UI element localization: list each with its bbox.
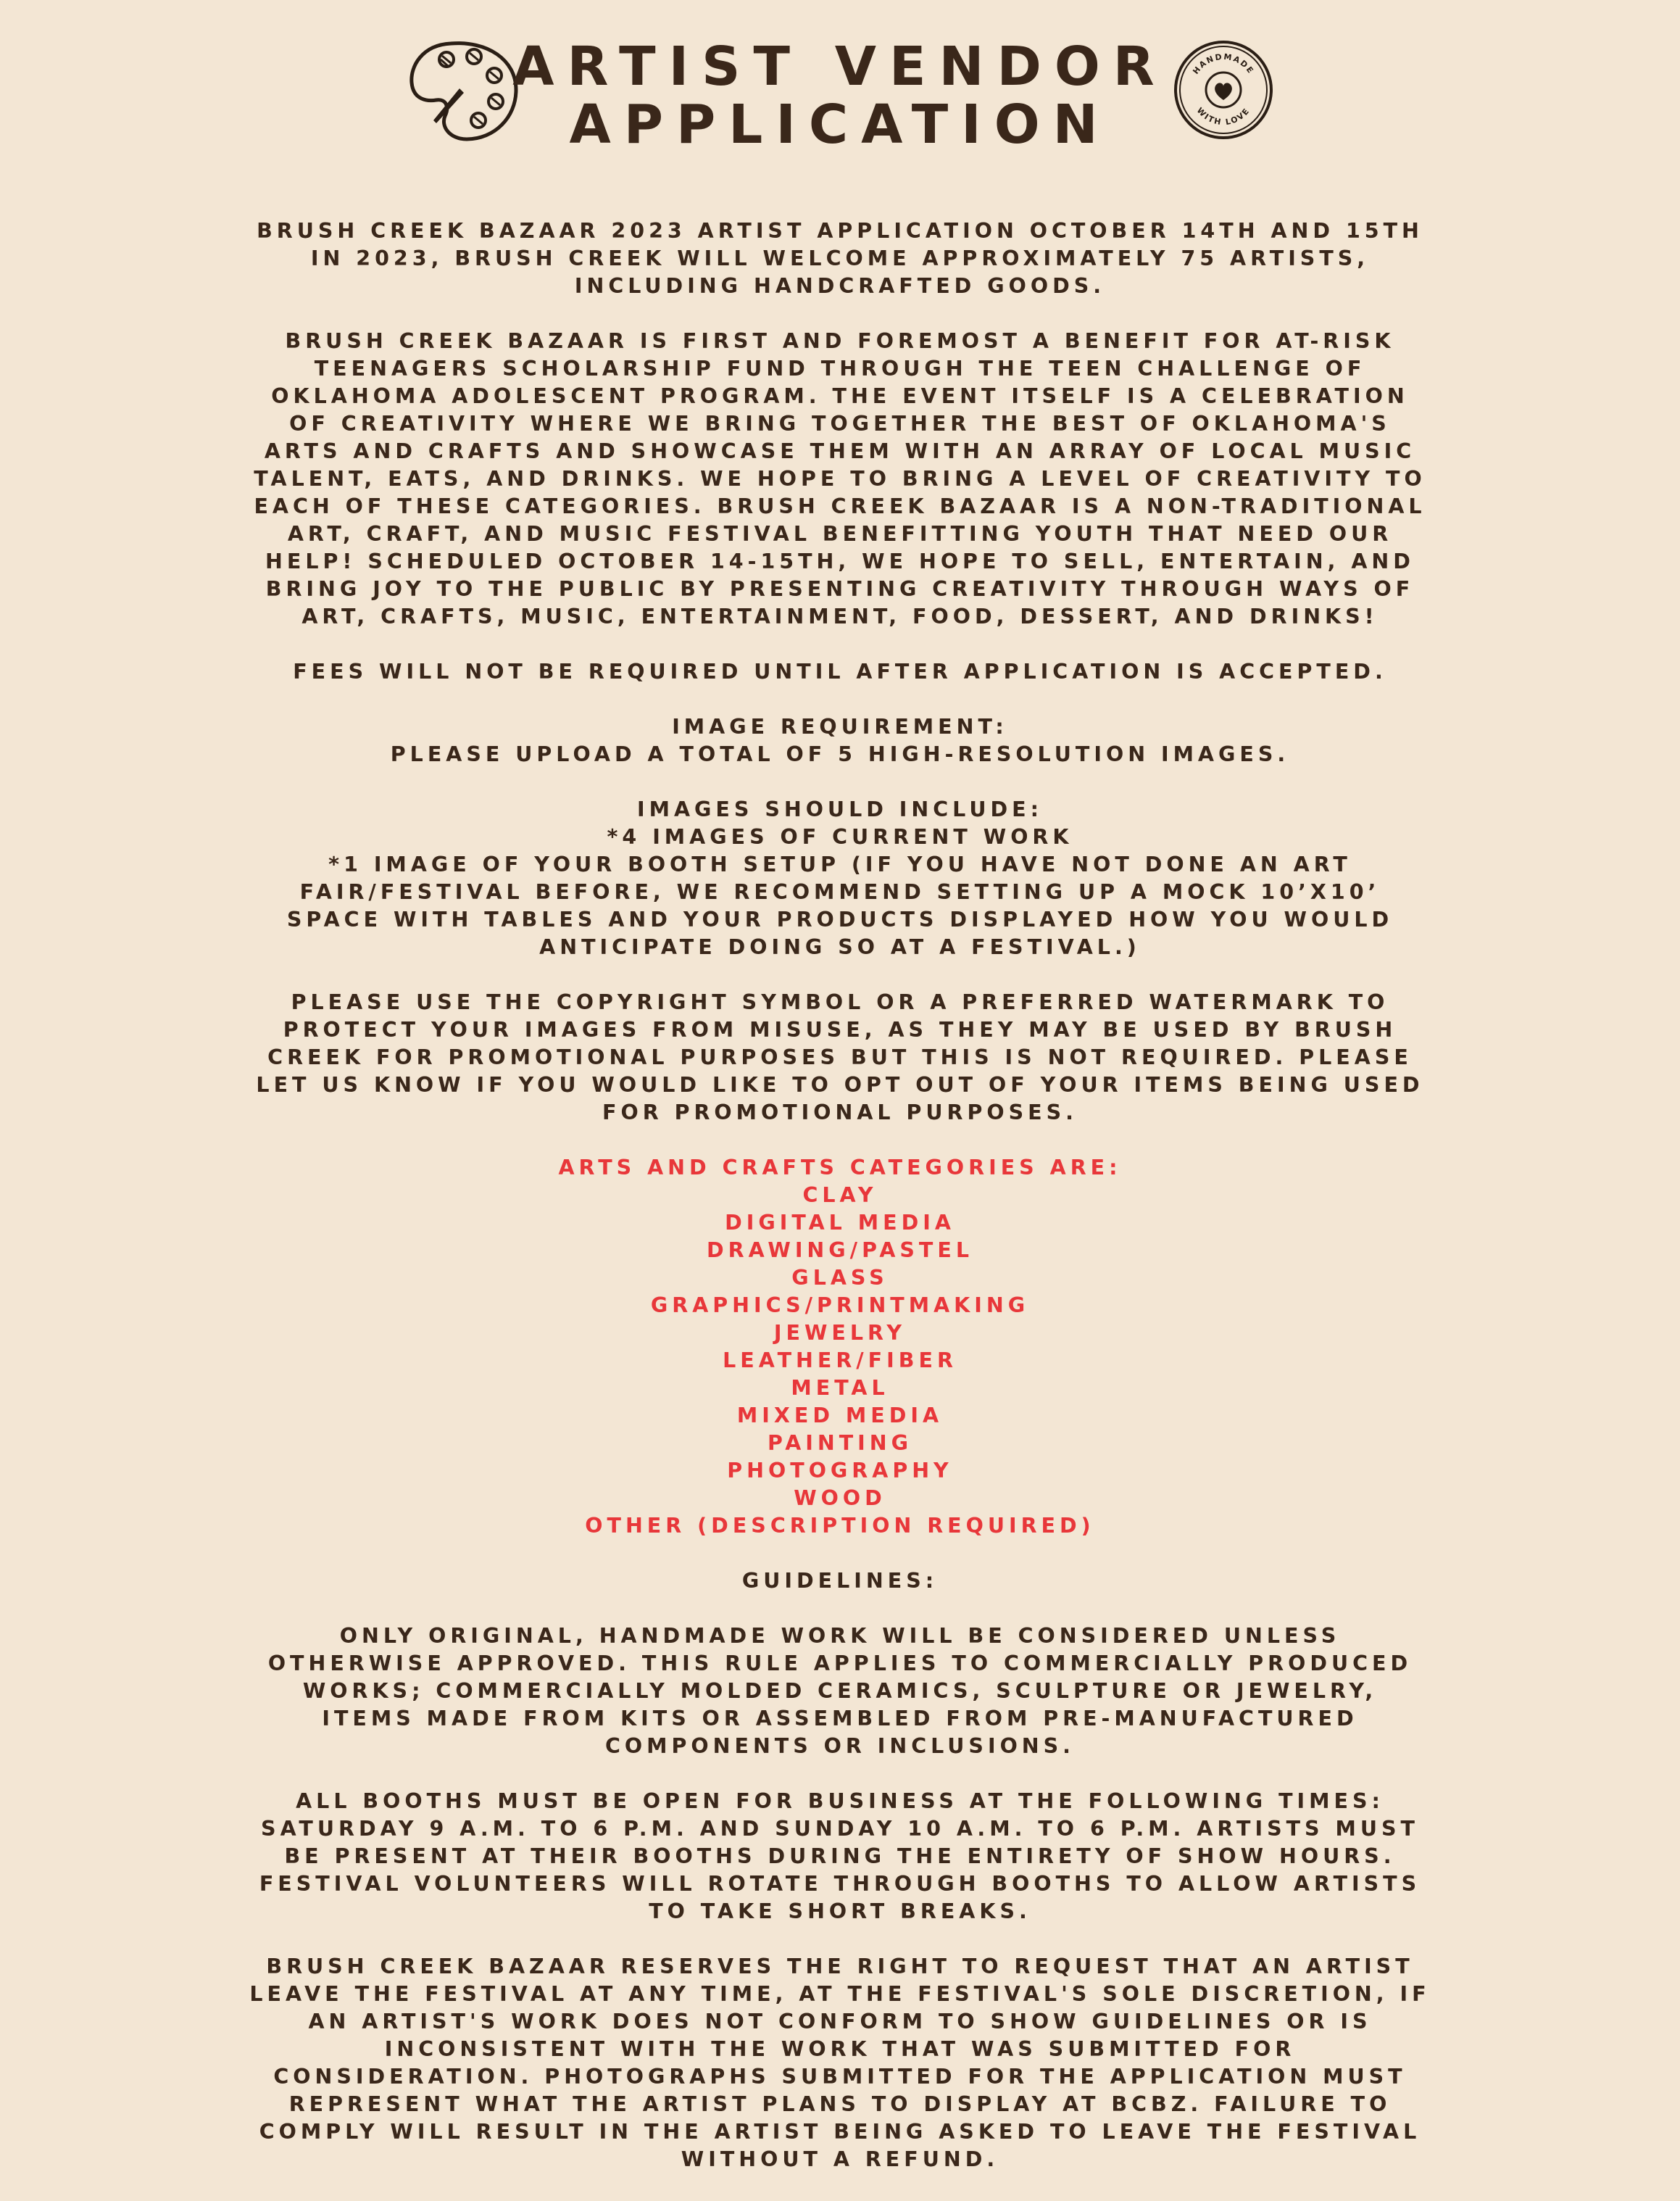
categories-heading: ARTS AND CRAFTS CATEGORIES ARE: <box>558 1156 1122 1180</box>
category-item: WOOD <box>794 1486 886 1510</box>
copyright-line: CREEK FOR PROMOTIONAL PURPOSES BUT THIS IS NOT REQUIRED. PLEASE <box>267 1045 1413 1069</box>
images-include-heading: IMAGES SHOULD INCLUDE: <box>636 797 1043 821</box>
about-line: OF CREATIVITY WHERE WE BRING TOGETHER THE BEST OF OKLAHOMA'S <box>289 412 1391 436</box>
images-include-line: ANTICIPATE DOING SO AT A FESTIVAL.) <box>539 935 1141 959</box>
copyright-line: LET US KNOW IF YOU WOULD LIKE TO OPT OUT OF YOUR ITEMS BEING USED <box>256 1073 1424 1097</box>
guideline-line: TO TAKE SHORT BREAKS. <box>649 1899 1031 1923</box>
about-line: TEENAGERS SCHOLARSHIP FUND THROUGH THE TEEN CHALLENGE OF <box>314 357 1366 381</box>
guideline-line: LEAVE THE FESTIVAL AT ANY TIME, AT THE FESTIVAL'S SOLE DISCRETION, IF <box>249 1982 1431 2006</box>
category-item: METAL <box>791 1376 889 1400</box>
guideline-line: COMPLY WILL RESULT IN THE ARTIST BEING ASKED TO LEAVE THE FESTIVAL <box>259 2120 1421 2144</box>
guidelines-heading: GUIDELINES: <box>741 1569 939 1593</box>
guideline-line: ONLY ORIGINAL, HANDMADE WORK WILL BE CONSIDERED UNLESS <box>339 1624 1341 1648</box>
about-line: ART, CRAFT, AND MUSIC FESTIVAL BENEFITTING YOUTH THAT NEED OUR <box>287 522 1393 546</box>
category-item: DRAWING/PASTEL <box>707 1238 973 1262</box>
copyright-line: PROTECT YOUR IMAGES FROM MISUSE, AS THEY MAY BE USED BY BRUSH <box>283 1018 1397 1042</box>
about-line: TALENT, EATS, AND DRINKS. WE HOPE TO BRING A LEVEL OF CREATIVITY TO <box>254 467 1426 491</box>
title-line-1: ARTIST VENDOR <box>512 36 1168 98</box>
about-line: ARTS AND CRAFTS AND SHOWCASE THEM WITH AN ARRAY OF LOCAL MUSIC <box>264 439 1416 463</box>
about-line: EACH OF THESE CATEGORIES. BRUSH CREEK BAZAAR IS A NON-TRADITIONAL <box>254 494 1426 518</box>
intro-line: IN 2023, BRUSH CREEK WILL WELCOME APPROXIMATELY 75 ARTISTS, <box>310 246 1370 270</box>
guideline-line: COMPONENTS OR INCLUSIONS. <box>605 1734 1075 1758</box>
about-paragraph <box>246 328 1434 631</box>
image-requirement-text: PLEASE UPLOAD A TOTAL OF 5 HIGH-RESOLUTION IMAGES. <box>390 742 1290 766</box>
badge-text-top: HANDMADE <box>1191 51 1256 76</box>
image-requirement-heading: IMAGE REQUIREMENT: <box>672 715 1008 739</box>
images-include-line: *4 IMAGES OF CURRENT WORK <box>607 825 1073 849</box>
about-line: ART, CRAFTS, MUSIC, ENTERTAINMENT, FOOD, DESSERT, AND DRINKS! <box>302 605 1378 629</box>
application-body <box>246 217 1434 2201</box>
about-line: HELP! SCHEDULED OCTOBER 14-15TH, WE HOPE TO SELL, ENTERTAIN, AND <box>265 550 1415 573</box>
category-item: PHOTOGRAPHY <box>727 1459 953 1483</box>
image-requirement-paragraph <box>246 713 1434 768</box>
page-title <box>493 38 1187 154</box>
about-line: BRUSH CREEK BAZAAR IS FIRST AND FOREMOST A BENEFIT FOR AT-RISK <box>285 329 1395 353</box>
guideline-line: WORKS; COMMERCIALLY MOLDED CERAMICS, SCULPTURE OR JEWELRY, <box>302 1679 1378 1703</box>
copyright-paragraph <box>246 989 1434 1127</box>
categories-list <box>246 1154 1434 1540</box>
about-line: BRING JOY TO THE PUBLIC BY PRESENTING CREATIVITY THROUGH WAYS OF <box>265 577 1415 601</box>
guideline-line: AN ARTIST'S WORK DOES NOT CONFORM TO SHOW GUIDELINES OR IS <box>308 2010 1372 2034</box>
header <box>0 38 1680 154</box>
intro-line: INCLUDING HANDCRAFTED GOODS. <box>574 274 1106 298</box>
guideline-line: BE PRESENT AT THEIR BOOTHS DURING THE ENTIRETY OF SHOW HOURS. <box>284 1844 1396 1868</box>
guideline-line: FESTIVAL VOLUNTEERS WILL ROTATE THROUGH BOOTHS TO ALLOW ARTISTS <box>259 1872 1421 1896</box>
booth-hours-paragraph <box>246 1788 1434 1926</box>
images-include-line: FAIR/FESTIVAL BEFORE, WE RECOMMEND SETTING UP A MOCK 10’X10’ <box>299 880 1381 904</box>
category-item: OTHER (DESCRIPTION REQUIRED) <box>585 1514 1095 1538</box>
title-line-2: APPLICATION <box>569 94 1111 156</box>
svg-text:WITH LOVE <box>1195 106 1252 127</box>
fees-text: FEES WILL NOT BE REQUIRED UNTIL AFTER APPLICATION IS ACCEPTED. <box>293 660 1387 684</box>
guideline-line: ITEMS MADE FROM KITS OR ASSEMBLED FROM PRE-MANUFACTURED <box>322 1707 1358 1730</box>
category-item: GRAPHICS/PRINTMAKING <box>650 1293 1030 1317</box>
about-line: OKLAHOMA ADOLESCENT PROGRAM. THE EVENT ITSELF IS A CELEBRATION <box>271 384 1409 408</box>
guideline-line: BRUSH CREEK BAZAAR RESERVES THE RIGHT TO REQUEST THAT AN ARTIST <box>266 1955 1414 1978</box>
guideline-line: WITHOUT A REFUND. <box>681 2147 999 2171</box>
original-work-paragraph <box>246 1622 1434 1760</box>
category-item: CLAY <box>802 1183 878 1207</box>
guideline-line: OTHERWISE APPROVED. THIS RULE APPLIES TO COMMERCIALLY PRODUCED <box>267 1651 1413 1675</box>
images-include-paragraph <box>246 796 1434 961</box>
guideline-line: SATURDAY 9 A.M. TO 6 P.M. AND SUNDAY 10 A.M. TO 6 P.M. ARTISTS MUST <box>261 1817 1419 1841</box>
images-include-line: *1 IMAGE OF YOUR BOOTH SETUP (IF YOU HAVE NOT DONE AN ART <box>328 853 1352 876</box>
category-item: PAINTING <box>767 1431 913 1455</box>
guideline-line: INCONSISTENT WITH THE WORK THAT WAS SUBMITTED FOR <box>384 2037 1296 2061</box>
copyright-line: PLEASE USE THE COPYRIGHT SYMBOL OR A PREFERRED WATERMARK TO <box>291 990 1389 1014</box>
badge-text-bottom: WITH LOVE <box>1194 105 1252 128</box>
guideline-line: CONSIDERATION. PHOTOGRAPHS SUBMITTED FOR THE APPLICATION MUST <box>273 2065 1407 2089</box>
reserves-right-paragraph <box>246 1953 1434 2173</box>
guideline-line: REPRESENT WHAT THE ARTIST PLANS TO DISPLAY AT BCBZ. FAILURE TO <box>288 2092 1392 2116</box>
guidelines-heading-paragraph <box>246 1567 1434 1595</box>
category-item: DIGITAL MEDIA <box>725 1211 955 1235</box>
category-item: MIXED MEDIA <box>736 1404 944 1427</box>
category-item: LEATHER/FIBER <box>723 1348 957 1372</box>
handmade-badge <box>1171 38 1276 142</box>
category-item: JEWELRY <box>773 1321 907 1345</box>
heart-icon <box>1215 83 1232 100</box>
images-include-line: SPACE WITH TABLES AND YOUR PRODUCTS DISPLAYED HOW YOU WOULD <box>286 908 1394 932</box>
copyright-line: FOR PROMOTIONAL PURPOSES. <box>602 1100 1078 1124</box>
category-item: GLASS <box>791 1266 889 1290</box>
fees-paragraph <box>246 658 1434 686</box>
intro-line: BRUSH CREEK BAZAAR 2023 ARTIST APPLICATION OCTOBER 14TH AND 15TH <box>257 219 1423 243</box>
intro-paragraph <box>246 217 1434 300</box>
guideline-line: ALL BOOTHS MUST BE OPEN FOR BUSINESS AT THE FOLLOWING TIMES: <box>296 1789 1384 1813</box>
